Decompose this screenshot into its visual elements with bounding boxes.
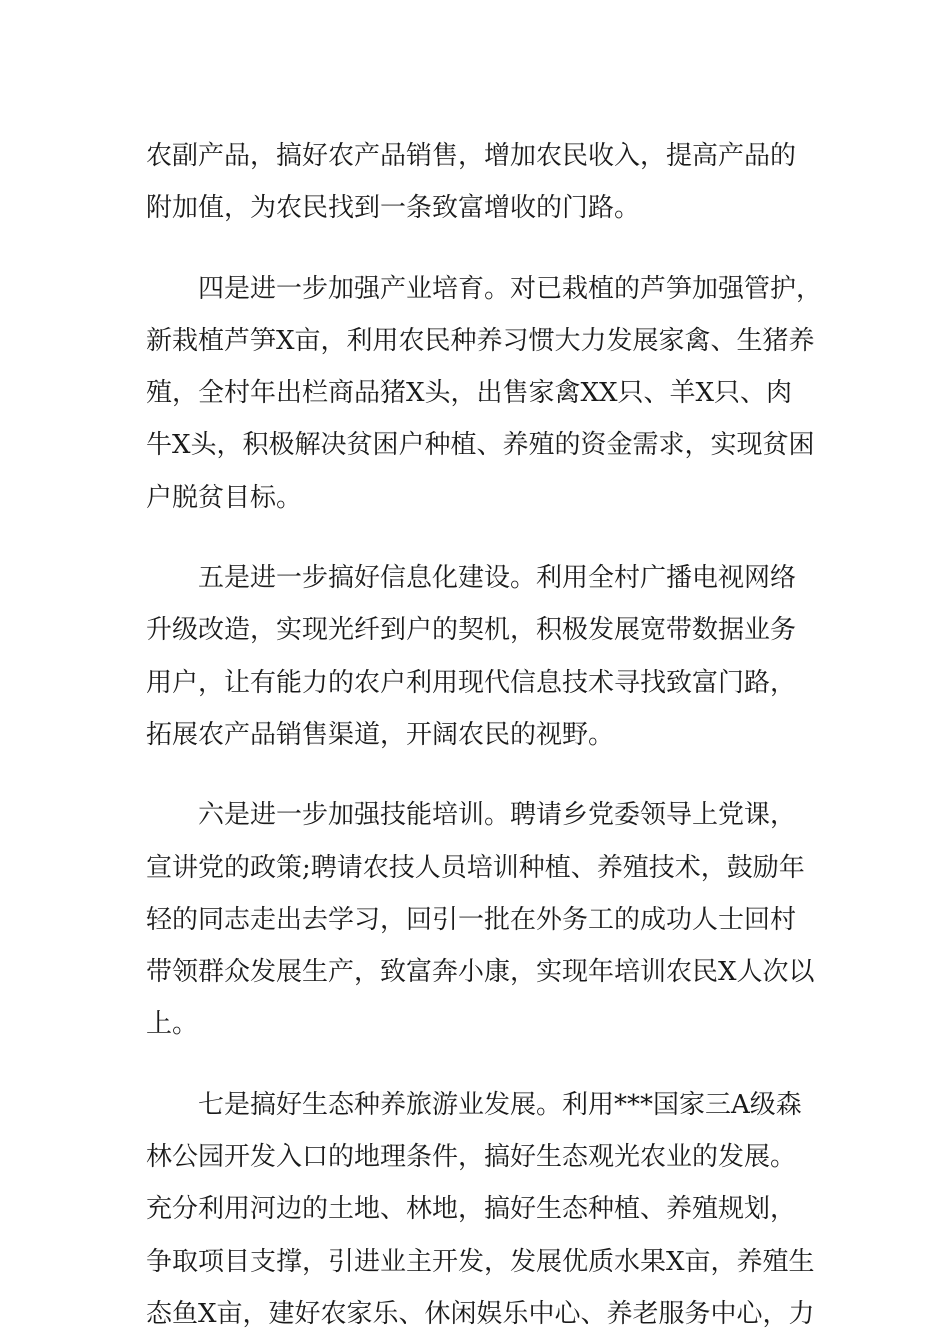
text-line: 牛X头，积极解决贫困户种植、养殖的资金需求，实现贫困 bbox=[146, 430, 815, 461]
paragraph-item-5 bbox=[146, 552, 811, 761]
text-line: 殖，全村年出栏商品猪X头，出售家禽XX只、羊X只、肉 bbox=[146, 378, 793, 409]
text-line: 六是进一步加强技能培训。聘请乡党委领导上党课， bbox=[198, 800, 797, 831]
text-line: 态鱼X亩，建好农家乐、休闲娱乐中心、养老服务中心，力 bbox=[146, 1298, 815, 1329]
text-line: 争取项目支撑，引进业主开发，发展优质水果X亩，养殖生 bbox=[146, 1246, 815, 1277]
document-body bbox=[146, 130, 823, 1340]
text-line: 户脱贫目标。 bbox=[146, 482, 303, 513]
paragraph-item-6 bbox=[146, 789, 815, 1050]
text-line: 用户，让有能力的农户利用现代信息技术寻找致富门路， bbox=[146, 667, 797, 698]
text-line: 轻的同志走出去学习，回引一批在外务工的成功人士回村 bbox=[146, 904, 797, 935]
text-line: 新栽植芦笋X亩，利用农民种养习惯大力发展家禽、生猪养 bbox=[146, 325, 815, 356]
text-line: 充分利用河边的土地、林地，搞好生态种植、养殖规划， bbox=[146, 1194, 797, 1225]
text-line: 拓展农产品销售渠道，开阔农民的视野。 bbox=[146, 719, 615, 750]
text-line: 宣讲党的政策;聘请农技人员培训种植、养殖技术，鼓励年 bbox=[146, 852, 805, 883]
paragraph-item-4 bbox=[146, 263, 823, 524]
text-line: 附加值，为农民找到一条致富增收的门路。 bbox=[146, 193, 641, 224]
text-line: 上。 bbox=[146, 1009, 199, 1040]
text-line: 七是搞好生态种养旅游业发展。利用***国家三A级森 bbox=[198, 1089, 802, 1120]
text-line: 农副产品，搞好农产品销售，增加农民收入，提高产品的 bbox=[146, 141, 797, 171]
text-line: 林公园开发入口的地理条件，搞好生态观光农业的发展。 bbox=[146, 1142, 797, 1173]
paragraph-item-7 bbox=[146, 1079, 815, 1340]
text-line: 四是进一步加强产业培育。对已栽植的芦笋加强管护， bbox=[198, 273, 823, 304]
paragraph-continuation bbox=[146, 130, 811, 235]
text-line: 升级改造，实现光纤到户的契机，积极发展宽带数据业务 bbox=[146, 615, 797, 646]
text-line: 带领群众发展生产，致富奔小康，实现年培训农民X人次以 bbox=[146, 957, 815, 988]
text-line: 五是进一步搞好信息化建设。利用全村广播电视网络 bbox=[198, 563, 797, 594]
